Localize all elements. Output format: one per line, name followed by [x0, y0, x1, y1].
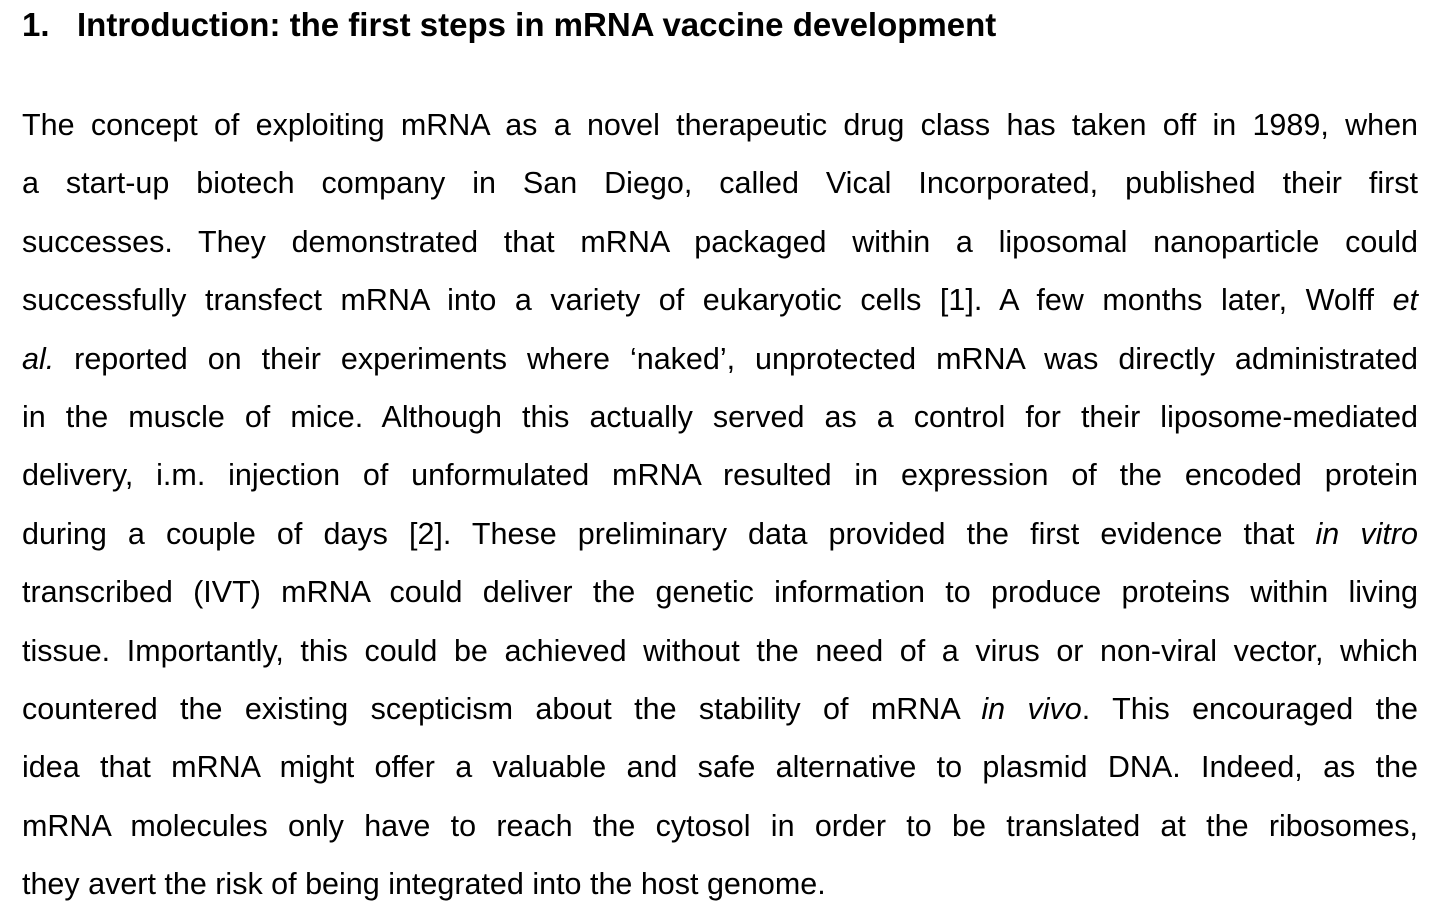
text-line [22, 154, 1418, 212]
section-title: Introduction: the first steps in mRNA vaccine development [77, 6, 997, 43]
text-run: a start-up biotech company in San Diego, called Vical Incorporated, published their first [22, 166, 1418, 201]
text-run: mRNA molecules only have to reach the cytosol in order to be translated at the ribosomes, [22, 808, 1418, 843]
text-line [22, 388, 1418, 446]
text-line [22, 271, 1418, 329]
text-line [22, 563, 1418, 621]
text-line [22, 446, 1418, 504]
text-run: . This encouraged the [1081, 691, 1418, 726]
text-run: The concept of exploiting mRNA as a novel therapeutic drug class has taken off in 1989, when [22, 108, 1418, 142]
section-heading [22, 4, 996, 46]
text-line [22, 96, 1418, 154]
text-line [22, 855, 1418, 913]
text-run: tissue. Importantly, this could be achieved without the need of a virus or non-viral vector, which [22, 633, 1418, 668]
text-line [22, 680, 1418, 738]
text-run: successes. They demonstrated that mRNA packaged within a liposomal nanoparticle could [22, 224, 1418, 259]
text-run: during a couple of days [2]. These preliminary data provided the first evidence that [22, 516, 1316, 551]
text-run: idea that mRNA might offer a valuable and safe alternative to plasmid DNA. Indeed, as the [22, 750, 1418, 785]
body-paragraph [22, 96, 1418, 913]
text-line [22, 797, 1418, 855]
text-line [22, 622, 1418, 680]
text-run: delivery, i.m. injection of unformulated mRNA resulted in expression of the encoded protein [22, 458, 1418, 493]
text-run: in the muscle of mice. Although this actually served as a control for their liposome-mediated [22, 399, 1418, 434]
text-line [22, 738, 1418, 796]
text-run: they avert the risk of being integrated into the host genome. [22, 867, 826, 902]
text-run: reported on their experiments where ‘naked’, unprotected mRNA was directly administrated [54, 341, 1418, 376]
text-run: transcribed (IVT) mRNA could deliver the genetic information to produce proteins within living [22, 575, 1418, 610]
italic-text: al. [22, 341, 55, 376]
italic-text: in vitro [1315, 516, 1418, 551]
text-line [22, 330, 1418, 388]
text-run: successfully transfect mRNA into a variety of eukaryotic cells [1]. A few months later, Wolff [22, 283, 1393, 318]
section-number: 1. [22, 6, 50, 43]
text-run: countered the existing scepticism about the stability of mRNA [22, 691, 982, 726]
text-line [22, 213, 1418, 271]
text-line [22, 505, 1418, 563]
italic-text: in vivo [981, 691, 1082, 726]
italic-text: et [1392, 283, 1418, 318]
